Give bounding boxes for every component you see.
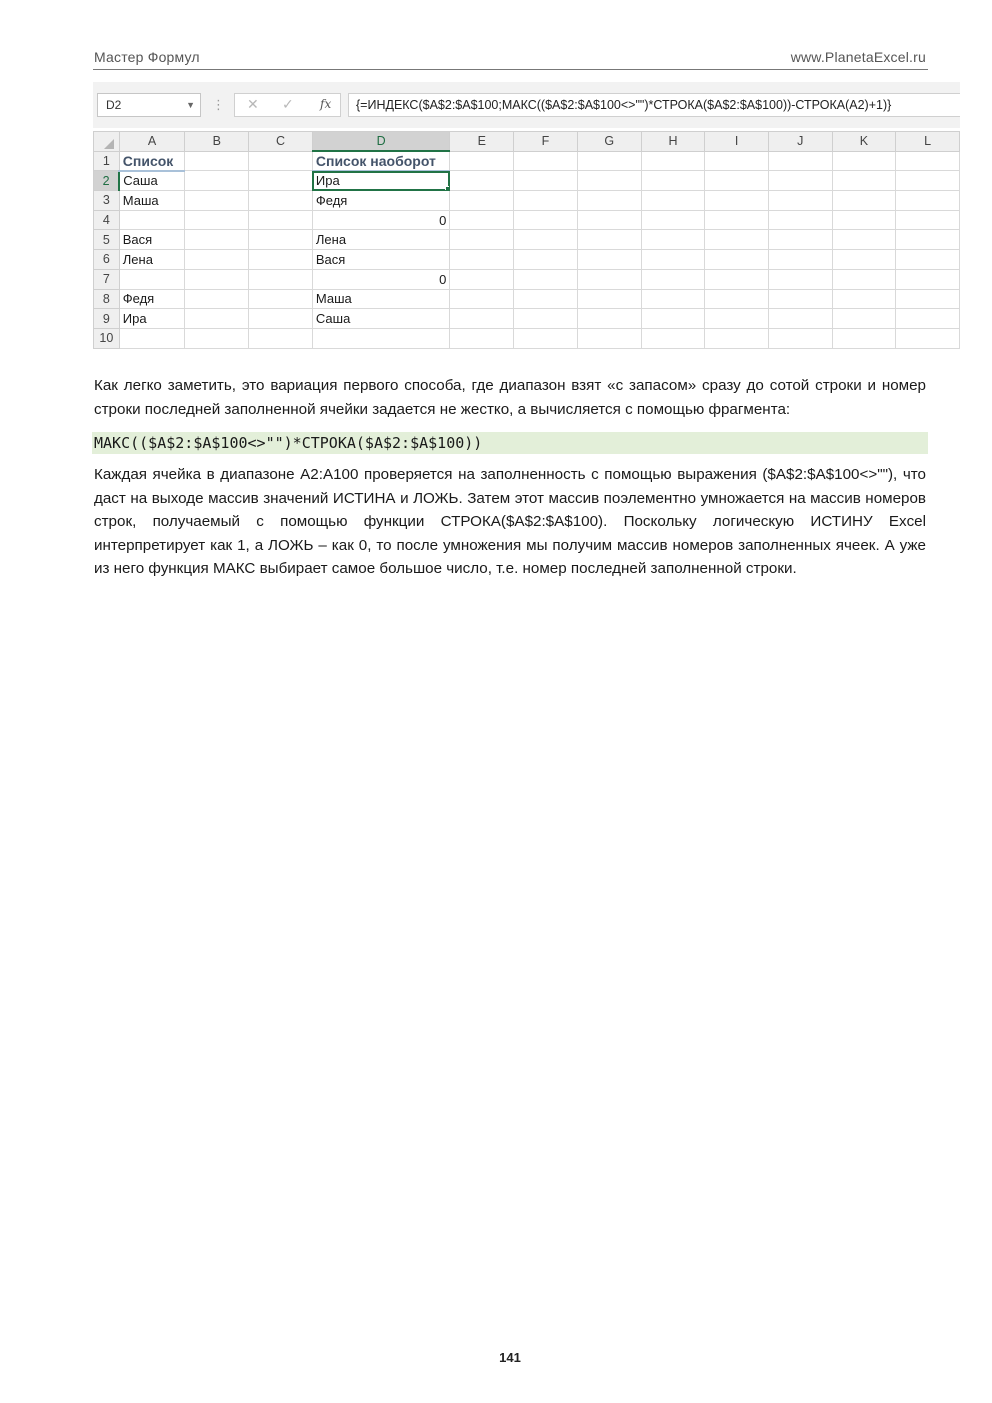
- cell-H4[interactable]: [641, 210, 705, 230]
- cell-E4[interactable]: [450, 210, 514, 230]
- cell-B2[interactable]: [185, 171, 249, 191]
- cell-A7[interactable]: [119, 269, 185, 289]
- cell-J3[interactable]: [768, 191, 832, 211]
- cell-C8[interactable]: [249, 289, 313, 309]
- cell-L9[interactable]: [896, 309, 960, 329]
- cell-D5[interactable]: Лена: [312, 230, 450, 250]
- cell-L3[interactable]: [896, 191, 960, 211]
- cell-J5[interactable]: [768, 230, 832, 250]
- cell-C5[interactable]: [249, 230, 313, 250]
- paragraph-1: Как легко заметить, это вариация первого способа, где диапазон взят «с запасом» сразу до сотой строки и номер строки последней заполненной ячейки задается не жестко, а вычисляется с помощью фрагмента:: [94, 377, 926, 418]
- select-all-corner[interactable]: [94, 132, 120, 152]
- cell-K6[interactable]: [832, 250, 896, 270]
- cell-G1[interactable]: [577, 151, 641, 171]
- cell-H3[interactable]: [641, 191, 705, 211]
- cell-C6[interactable]: [249, 250, 313, 270]
- running-header-site: www.PlanetaExcel.ru: [790, 49, 926, 65]
- cell-G4[interactable]: [577, 210, 641, 230]
- table-row: [94, 250, 960, 270]
- cell-E5[interactable]: [450, 230, 514, 250]
- cell-B7[interactable]: [185, 269, 249, 289]
- cell-D8[interactable]: Маша: [312, 289, 450, 309]
- cell-J2[interactable]: [768, 171, 832, 191]
- cell-F8[interactable]: [514, 289, 578, 309]
- cell-L8[interactable]: [896, 289, 960, 309]
- cell-K5[interactable]: [832, 230, 896, 250]
- cell-L6[interactable]: [896, 250, 960, 270]
- cell-H10[interactable]: [641, 328, 705, 348]
- cell-D3[interactable]: Федя: [312, 191, 450, 211]
- column-header-j[interactable]: J: [768, 132, 832, 152]
- cell-K3[interactable]: [832, 191, 896, 211]
- column-header-k[interactable]: K: [832, 132, 896, 152]
- cell-J1[interactable]: [768, 151, 832, 171]
- fill-handle[interactable]: [445, 186, 450, 191]
- cell-C1[interactable]: [249, 151, 313, 171]
- cell-E8[interactable]: [450, 289, 514, 309]
- cell-I10[interactable]: [705, 328, 769, 348]
- code-snippet: МАКС(($A$2:$A$100<>"")*СТРОКА($A$2:$A$100)): [92, 432, 928, 454]
- excel-screenshot: [93, 82, 960, 361]
- cell-H9[interactable]: [641, 309, 705, 329]
- more-vertical-icon[interactable]: ⋮: [212, 97, 225, 112]
- cell-K1[interactable]: [832, 151, 896, 171]
- cell-H1[interactable]: [641, 151, 705, 171]
- fx-icon[interactable]: fx: [320, 97, 332, 111]
- cell-J8[interactable]: [768, 289, 832, 309]
- name-box-value: D2: [106, 98, 122, 112]
- cell-L1[interactable]: [896, 151, 960, 171]
- cell-D4[interactable]: 0: [312, 210, 450, 230]
- cell-A8[interactable]: Федя: [119, 289, 185, 309]
- column-header-e[interactable]: E: [450, 132, 514, 152]
- cell-L2[interactable]: [896, 171, 960, 191]
- cell-F6[interactable]: [514, 250, 578, 270]
- cell-I3[interactable]: [705, 191, 769, 211]
- row-header-9[interactable]: 9: [94, 309, 120, 329]
- cell-A5[interactable]: Вася: [119, 230, 185, 250]
- cell-D9[interactable]: Саша: [312, 309, 450, 329]
- cell-I8[interactable]: [705, 289, 769, 309]
- cell-G9[interactable]: [577, 309, 641, 329]
- cell-A10[interactable]: [119, 328, 185, 348]
- formula-bar: [93, 82, 960, 128]
- cell-C7[interactable]: [249, 269, 313, 289]
- row-header-7[interactable]: 7: [94, 269, 120, 289]
- cell-G2[interactable]: [577, 171, 641, 191]
- table-row: [94, 230, 960, 250]
- cell-G10[interactable]: [577, 328, 641, 348]
- table-row: [94, 289, 960, 309]
- row-header-2[interactable]: 2: [94, 171, 120, 191]
- formula-buttons: [234, 93, 341, 117]
- cell-C10[interactable]: [249, 328, 313, 348]
- cell-J10[interactable]: [768, 328, 832, 348]
- header-rule: [93, 69, 928, 70]
- cell-G8[interactable]: [577, 289, 641, 309]
- cell-I2[interactable]: [705, 171, 769, 191]
- cell-D2[interactable]: Ира: [312, 171, 450, 191]
- cell-E10[interactable]: [450, 328, 514, 348]
- table-row: [94, 171, 960, 191]
- cell-E6[interactable]: [450, 250, 514, 270]
- cell-C2[interactable]: [249, 171, 313, 191]
- page-number: 141: [499, 1350, 521, 1365]
- cell-H8[interactable]: [641, 289, 705, 309]
- cell-I7[interactable]: [705, 269, 769, 289]
- cell-G6[interactable]: [577, 250, 641, 270]
- cell-A9[interactable]: Ира: [119, 309, 185, 329]
- cell-K2[interactable]: [832, 171, 896, 191]
- cell-A3[interactable]: Маша: [119, 191, 185, 211]
- row-header-10[interactable]: 10: [94, 328, 120, 348]
- cell-H7[interactable]: [641, 269, 705, 289]
- column-header-b[interactable]: B: [185, 132, 249, 152]
- cell-K4[interactable]: [832, 210, 896, 230]
- cell-E1[interactable]: [450, 151, 514, 171]
- cell-F2[interactable]: [514, 171, 578, 191]
- cell-K7[interactable]: [832, 269, 896, 289]
- name-box[interactable]: [97, 93, 201, 117]
- row-header-5[interactable]: 5: [94, 230, 120, 250]
- cell-E7[interactable]: [450, 269, 514, 289]
- cell-D1[interactable]: Список наоборот: [312, 151, 450, 171]
- table-row: [94, 328, 960, 348]
- column-header-f[interactable]: F: [514, 132, 578, 152]
- cell-L7[interactable]: [896, 269, 960, 289]
- row-header-8[interactable]: 8: [94, 289, 120, 309]
- table-row: [94, 210, 960, 230]
- select-all-icon: [104, 139, 114, 149]
- cell-I6[interactable]: [705, 250, 769, 270]
- paragraph-2: Каждая ячейка в диапазоне A2:A100 проверяется на заполненность с помощью выражения ($A$2:$A$100<>""), что даст на выходе массив значений ИСТИНА и ЛОЖЬ. Затем этот массив поэлементно умножается на массив номеров строк, получаемый с помощью функции СТРОКА($A$2:$A$100). Поскольку логическую ИСТИНУ Excel интерпретирует как 1, а ЛОЖЬ – как 0, то после умножения мы получим массив номеров заполненных ячеек. А уже из него функция МАКС выбирает самое большое число, т.е. номер последней заполненной строки.: [94, 466, 926, 577]
- cell-L10[interactable]: [896, 328, 960, 348]
- cell-B6[interactable]: [185, 250, 249, 270]
- cell-E3[interactable]: [450, 191, 514, 211]
- row-header-4[interactable]: 4: [94, 210, 120, 230]
- cell-G5[interactable]: [577, 230, 641, 250]
- cell-D6[interactable]: Вася: [312, 250, 450, 270]
- cell-F9[interactable]: [514, 309, 578, 329]
- row-header-6[interactable]: 6: [94, 250, 120, 270]
- cell-A4[interactable]: [119, 210, 185, 230]
- table-row: [94, 191, 960, 211]
- cell-K9[interactable]: [832, 309, 896, 329]
- row-header-3[interactable]: 3: [94, 191, 120, 211]
- cell-H2[interactable]: [641, 171, 705, 191]
- close-icon[interactable]: ✕: [247, 96, 259, 112]
- cell-F1[interactable]: [514, 151, 578, 171]
- cell-A2[interactable]: Саша: [119, 171, 185, 191]
- cell-K10[interactable]: [832, 328, 896, 348]
- cell-B3[interactable]: [185, 191, 249, 211]
- cell-I9[interactable]: [705, 309, 769, 329]
- chevron-down-icon[interactable]: ▼: [186, 100, 195, 110]
- cell-H5[interactable]: [641, 230, 705, 250]
- cell-F5[interactable]: [514, 230, 578, 250]
- column-header-i[interactable]: I: [705, 132, 769, 152]
- cell-B1[interactable]: [185, 151, 249, 171]
- cell-K8[interactable]: [832, 289, 896, 309]
- cell-B8[interactable]: [185, 289, 249, 309]
- column-header-a[interactable]: A: [119, 132, 185, 152]
- cell-I4[interactable]: [705, 210, 769, 230]
- column-header-l[interactable]: L: [896, 132, 960, 152]
- row-header-1[interactable]: 1: [94, 151, 120, 171]
- cell-D10[interactable]: [312, 328, 450, 348]
- cell-I5[interactable]: [705, 230, 769, 250]
- cell-J6[interactable]: [768, 250, 832, 270]
- column-header-h[interactable]: H: [641, 132, 705, 152]
- table-row: [94, 151, 960, 171]
- column-header-g[interactable]: G: [577, 132, 641, 152]
- cell-J7[interactable]: [768, 269, 832, 289]
- table-row: [94, 269, 960, 289]
- cell-B4[interactable]: [185, 210, 249, 230]
- cell-F3[interactable]: [514, 191, 578, 211]
- cell-J9[interactable]: [768, 309, 832, 329]
- spreadsheet-grid: [93, 131, 960, 349]
- running-header-title: Мастер Формул: [94, 49, 200, 65]
- cell-I1[interactable]: [705, 151, 769, 171]
- cell-C4[interactable]: [249, 210, 313, 230]
- cell-A6[interactable]: Лена: [119, 250, 185, 270]
- cell-F4[interactable]: [514, 210, 578, 230]
- column-header-c[interactable]: C: [249, 132, 313, 152]
- check-icon[interactable]: ✓: [282, 96, 294, 112]
- cell-C9[interactable]: [249, 309, 313, 329]
- cell-B9[interactable]: [185, 309, 249, 329]
- cell-F10[interactable]: [514, 328, 578, 348]
- cell-J4[interactable]: [768, 210, 832, 230]
- cell-E2[interactable]: [450, 171, 514, 191]
- cell-D7[interactable]: 0: [312, 269, 450, 289]
- cell-H6[interactable]: [641, 250, 705, 270]
- cell-G7[interactable]: [577, 269, 641, 289]
- cell-L5[interactable]: [896, 230, 960, 250]
- cell-B10[interactable]: [185, 328, 249, 348]
- formula-input[interactable]: {=ИНДЕКС($A$2:$A$100;МАКС(($A$2:$A$100<>"")*СТРОКА($A$2:$A$100))-СТРОКА(A2)+1)}: [348, 93, 960, 117]
- cell-C3[interactable]: [249, 191, 313, 211]
- cell-B5[interactable]: [185, 230, 249, 250]
- cell-L4[interactable]: [896, 210, 960, 230]
- cell-G3[interactable]: [577, 191, 641, 211]
- column-header-d[interactable]: D: [312, 132, 450, 152]
- cell-F7[interactable]: [514, 269, 578, 289]
- table-row: [94, 309, 960, 329]
- cell-E9[interactable]: [450, 309, 514, 329]
- cell-A1[interactable]: Список: [119, 151, 185, 171]
